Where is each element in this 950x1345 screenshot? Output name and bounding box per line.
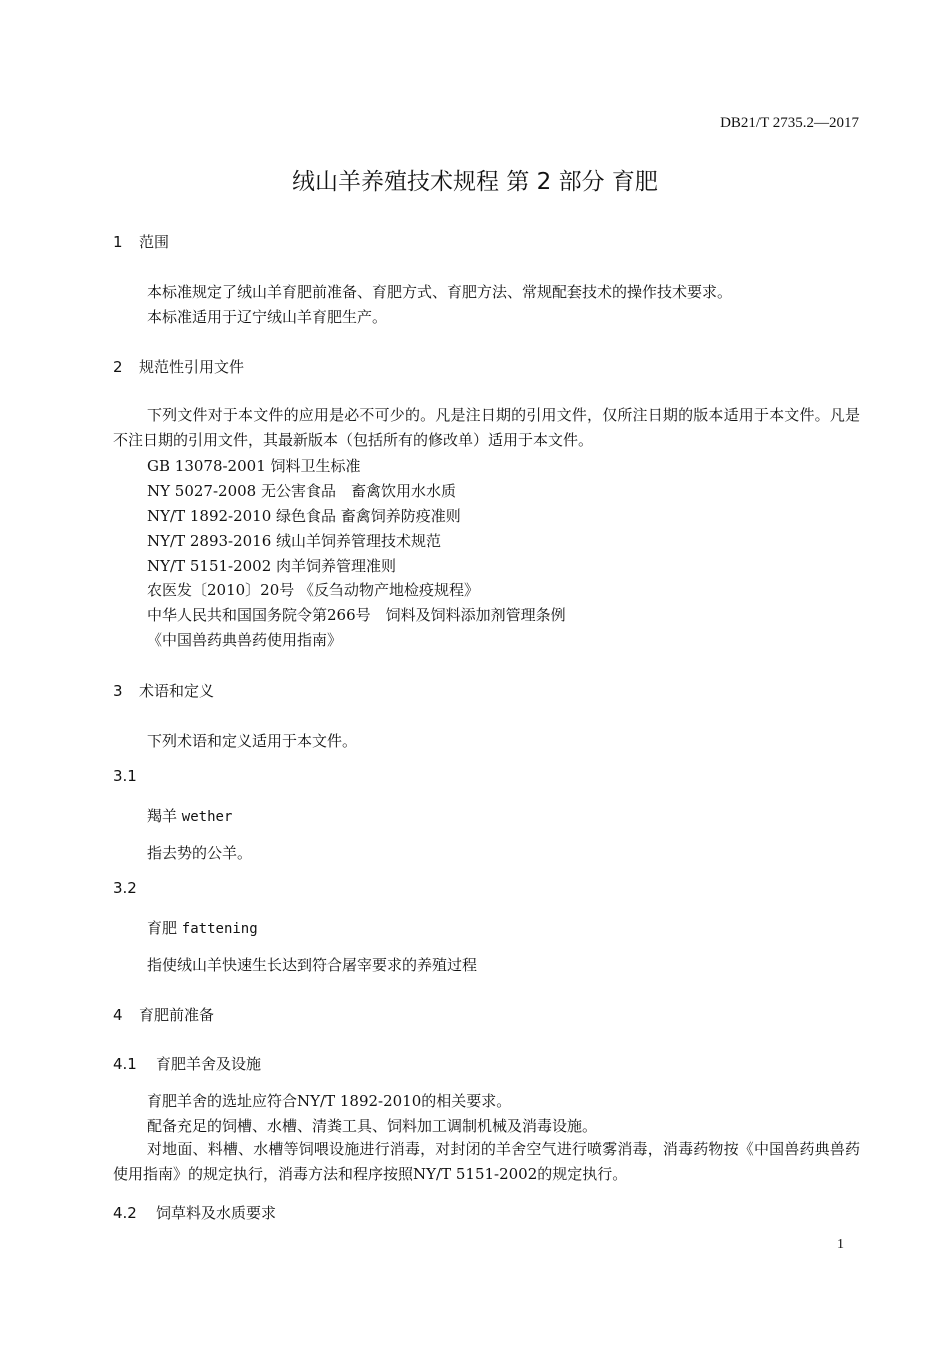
subsection-number: 4.1 <box>113 1055 137 1073</box>
subsection-title: 饲草料及水质要求 <box>156 1204 277 1222</box>
section-2-heading <box>113 356 244 377</box>
subsection-title: 育肥羊舍及设施 <box>156 1055 262 1073</box>
reference-item: NY/T 2893-2016 绒山羊饲养管理技术规范 <box>147 532 442 550</box>
section-number: 4 <box>113 1006 123 1024</box>
section-number: 3 <box>113 682 123 700</box>
reference-item: NY/T 1892-2010 绿色食品 畜禽饲养防疫准则 <box>147 507 461 525</box>
section-1-heading <box>113 231 169 252</box>
paragraph: 下列文件对于本文件的应用是必不可少的。凡是注日期的引用文件，仅所注日期的版本适用于本文件。凡是不注日期的引用文件，其最新版本（包括所有的修改单）适用于本文件。 <box>113 406 860 449</box>
term-english: wether <box>181 809 233 825</box>
term-chinese: 育肥 <box>147 919 178 937</box>
document-title: 绒山羊养殖技术规程 第 2 部分 育肥 <box>292 169 658 195</box>
term-definition: 指使绒山羊快速生长达到符合屠宰要求的养殖过程 <box>147 956 478 974</box>
reference-item: GB 13078-2001 饲料卫生标准 <box>147 457 361 475</box>
reference-item: 中华人民共和国国务院令第266号 饲料及饲料添加剂管理条例 <box>147 606 566 624</box>
term-entry <box>147 917 258 938</box>
term-number: 3.2 <box>113 879 137 897</box>
section-title: 规范性引用文件 <box>139 358 245 376</box>
term-english: fattening <box>181 921 258 937</box>
term-definition: 指去势的公羊。 <box>147 844 253 862</box>
section-4-heading <box>113 1004 214 1025</box>
paragraph: 育肥羊舍的选址应符合NY/T 1892-2010的相关要求。 <box>147 1092 512 1110</box>
paragraph: 配备充足的饲槽、水槽、清粪工具、饲料加工调制机械及消毒设施。 <box>147 1117 598 1135</box>
subsection-4-1-heading <box>113 1053 261 1074</box>
section-number: 2 <box>113 358 123 376</box>
term-chinese: 羯羊 <box>147 807 178 825</box>
subsection-4-2-heading <box>113 1202 276 1223</box>
paragraph: 本标准适用于辽宁绒山羊育肥生产。 <box>147 308 388 326</box>
subsection-number: 4.2 <box>113 1204 137 1222</box>
page-number: 1 <box>837 1237 844 1252</box>
paragraph: 本标准规定了绒山羊育肥前准备、育肥方式、育肥方法、常规配套技术的操作技术要求。 <box>147 283 733 301</box>
section-3-heading <box>113 680 214 701</box>
reference-item: 农医发〔2010〕20号 《反刍动物产地检疫规程》 <box>147 581 480 599</box>
term-entry <box>147 805 232 826</box>
reference-item: NY 5027-2008 无公害食品 畜禽饮用水水质 <box>147 482 456 500</box>
paragraph: 对地面、料槽、水槽等饲喂设施进行消毒，对封闭的羊舍空气进行喷雾消毒，消毒药物按《中国兽药典兽药使用指南》的规定执行，消毒方法和程序按照NY/T 5151-2002的规定执行。 <box>113 1140 860 1183</box>
document-number: DB21/T 2735.2—2017 <box>720 115 859 131</box>
section-number: 1 <box>113 233 123 251</box>
paragraph: 下列术语和定义适用于本文件。 <box>147 732 358 750</box>
section-title: 术语和定义 <box>139 682 215 700</box>
term-number: 3.1 <box>113 767 137 785</box>
reference-item: 《中国兽药典兽药使用指南》 <box>147 631 343 649</box>
section-title: 育肥前准备 <box>139 1006 215 1024</box>
reference-item: NY/T 5151-2002 肉羊饲养管理准则 <box>147 557 397 575</box>
section-title: 范围 <box>139 233 170 251</box>
